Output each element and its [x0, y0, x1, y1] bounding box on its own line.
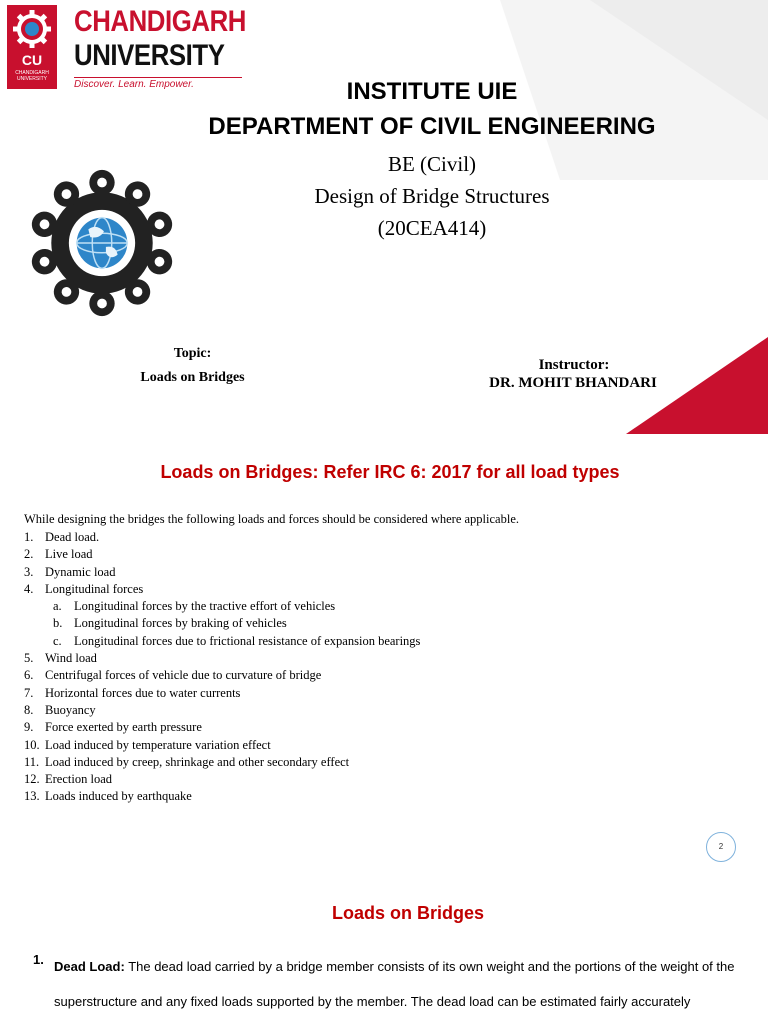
sub-item-text: Longitudinal forces by the tractive effort of vehicles	[74, 599, 336, 614]
list-item	[24, 581, 724, 650]
item-number: 12.	[24, 772, 40, 787]
item-text: Live load	[45, 547, 93, 562]
sub-list-item	[45, 598, 724, 615]
item-number: 5.	[24, 651, 34, 666]
item-text: Force exerted by earth pressure	[45, 720, 202, 735]
item-number: 13.	[24, 789, 40, 804]
item-number: 7.	[24, 685, 34, 700]
list-item	[24, 650, 724, 667]
item-number: 10.	[24, 737, 40, 752]
intro-text: While designing the bridges the following loads and forces should be considered where applicable.	[24, 512, 519, 526]
list-item	[24, 702, 724, 719]
item-text: Dead load.	[45, 530, 100, 544]
gear-globe-icon	[24, 165, 180, 321]
list-item	[24, 546, 724, 563]
sub-item-text: Longitudinal forces due to frictional resistance of expansion bearings	[74, 633, 421, 648]
item-text: Buoyancy	[45, 702, 96, 717]
dead-load-paragraph	[54, 949, 744, 1019]
dead-load-text: The dead load carried by a bridge member consists of its own weight and the portions of the weight of the superstructure and any fixed loads supported by the member. The dead load can be estimated fairly accurately	[54, 959, 735, 1009]
title-slide	[0, 0, 768, 434]
list-item	[24, 685, 724, 702]
red-corner-triangle	[626, 337, 768, 434]
brand-name-line2: UNIVERSITY	[74, 39, 225, 72]
sub-item-letter: c.	[53, 633, 62, 648]
instructor-label: Instructor:	[538, 357, 610, 373]
course-name: BE (Civil)	[387, 152, 477, 176]
item-text: Load induced by creep, shrinkage and other secondary effect	[45, 754, 350, 769]
dead-load-number: 1.	[33, 952, 44, 967]
sub-list-item	[45, 615, 724, 632]
item-text: Loads induced by earthquake	[45, 789, 192, 804]
logo-badge-subtext: CHANDIGARH UNIVERSITY	[15, 70, 49, 82]
item-number: 9.	[24, 720, 34, 735]
list-item	[24, 737, 724, 754]
item-text: Erection load	[45, 772, 112, 787]
list-item	[24, 564, 724, 581]
item-text: Dynamic load	[45, 564, 116, 579]
list-item	[24, 719, 724, 736]
logo-gear-icon	[7, 5, 57, 53]
instructor-name: DR. MOHIT BHANDARI	[489, 375, 657, 391]
item-text: Centrifugal forces of vehicle due to curvature of bridge	[45, 668, 322, 683]
item-text: Horizontal forces due to water currents	[45, 685, 241, 700]
item-number: 1.	[24, 530, 34, 544]
subject-name: Design of Bridge Structures	[314, 184, 550, 208]
list-item	[24, 754, 724, 771]
list-item	[24, 771, 724, 788]
institute-heading: INSTITUTE UIE	[346, 78, 518, 105]
course-code: (20CEA414)	[377, 216, 487, 240]
item-text: Load induced by temperature variation effect	[45, 737, 271, 752]
topic-label: Topic:	[173, 346, 212, 361]
item-text: Wind load	[45, 651, 97, 666]
item-number: 4.	[24, 581, 34, 596]
slide3-title: Loads on Bridges	[331, 903, 484, 923]
sub-list-item	[45, 633, 724, 650]
list-item	[24, 529, 724, 546]
sub-item-letter: a.	[53, 599, 62, 614]
item-number: 11.	[24, 754, 40, 769]
brand-tagline: Discover. Learn. Empower.	[74, 79, 194, 90]
page-number-badge: 2	[706, 832, 736, 862]
dead-load-label: Dead Load:	[54, 959, 125, 974]
list-item	[24, 788, 724, 805]
item-number: 3.	[24, 564, 34, 579]
brand-name-line1: CHANDIGARH	[74, 5, 246, 38]
list-item	[24, 667, 724, 684]
sub-item-letter: b.	[53, 616, 63, 631]
sub-item-text: Longitudinal forces by braking of vehicles	[74, 616, 287, 631]
item-number: 8.	[24, 702, 34, 717]
item-number: 2.	[24, 547, 34, 562]
item-text: Longitudinal forces	[45, 581, 144, 596]
logo-cu-text: CU	[21, 52, 43, 68]
department-heading: DEPARTMENT OF CIVIL ENGINEERING	[208, 113, 656, 140]
slide2-title: Loads on Bridges: Refer IRC 6: 2017 for all load types	[160, 462, 620, 482]
sub-list	[45, 598, 724, 650]
item-number: 6.	[24, 668, 34, 683]
topic-value: Loads on Bridges	[140, 370, 245, 385]
load-list	[24, 529, 724, 806]
